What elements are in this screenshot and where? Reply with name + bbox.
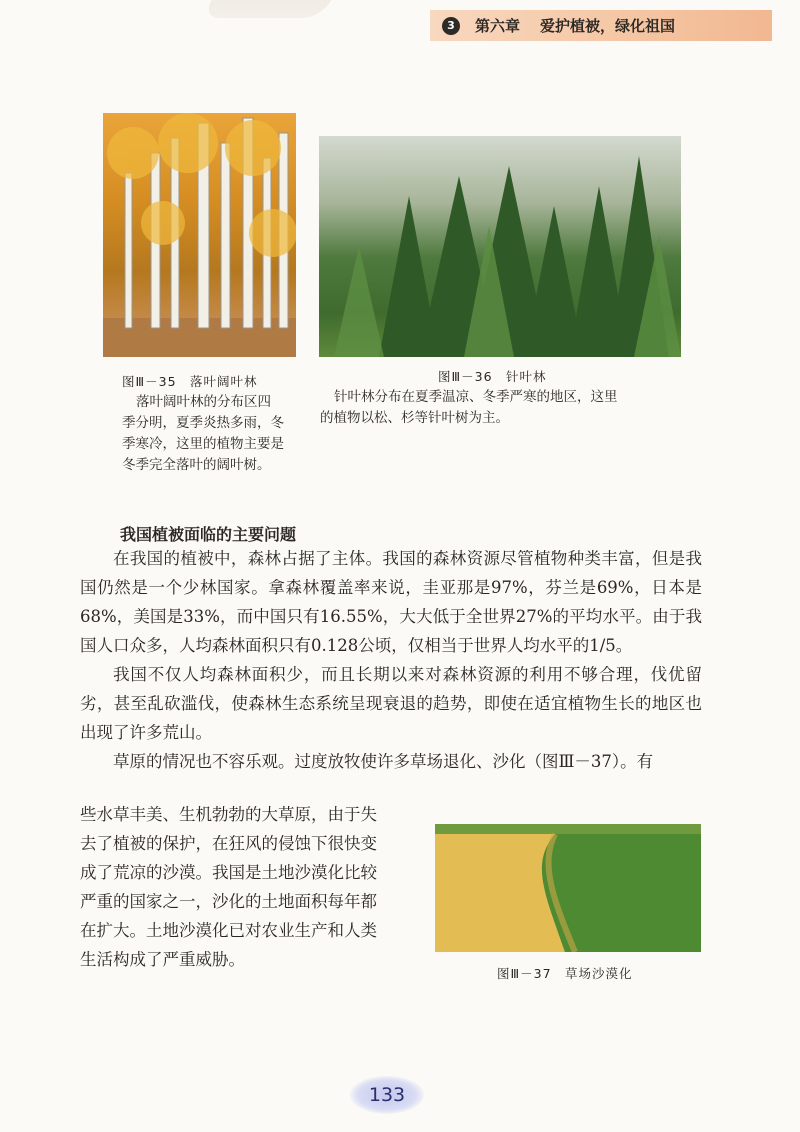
grassland-line: 些水草丰美、生机勃勃的大草原，由于失 (80, 805, 377, 824)
figure-35-caption (122, 371, 312, 476)
figure-35-title: 图Ⅲ－35 落叶阔叶林 (122, 374, 258, 389)
chapter-label: 第六章 (475, 17, 521, 35)
chapter-title: 爱护植被，绿化祖国 (540, 17, 676, 35)
page-number: 133 (350, 1076, 424, 1114)
paragraph-grassland-intro: 草原的情况也不容乐观。过度放牧使许多草场退化、沙化（图Ⅲ－37）。有 (113, 752, 654, 771)
body-paragraphs (80, 544, 702, 776)
figure-36-line: 的植物以松、杉等针叶树为主。 (320, 410, 509, 426)
paragraph-forest-coverage: 在我国的植被中，森林占据了主体。我国的森林资源尽管植物种类丰富，但是我国仍然是一个少林国家。拿森林覆盖率来说，圭亚那是97%，芬兰是69%，日本是68%，美国是33%，而中国只有16.55%，大大低于全世界27%的平均水平。由于我国人口众多，人均森林面积只有0.128公顷，仅相当于世界人均水平的1/5。 (80, 549, 702, 655)
chapter-header (430, 10, 772, 41)
grassland-line: 在扩大。土地沙漠化已对农业生产和人类 (80, 921, 377, 940)
photo-grassland-desertification (435, 824, 701, 952)
figure-35-line: 季寒冷，这里的植物主要是 (122, 436, 284, 452)
photo-deciduous-forest (103, 113, 296, 357)
figure-36-caption (320, 366, 690, 429)
figure-36-title: 图Ⅲ－36 针叶林 (438, 369, 547, 384)
grassland-line: 生活构成了严重威胁。 (80, 950, 245, 969)
corner-decoration (201, 0, 349, 18)
figure-35-line: 冬季完全落叶的阔叶树。 (122, 457, 271, 473)
paragraph-forest-utilization: 我国不仅人均森林面积少，而且长期以来对森林资源的利用不够合理，伐优留劣，甚至乱砍滥伐，使森林生态系统呈现衰退的趋势，即使在适宜植物生长的地区也出现了许多荒山。 (80, 665, 702, 742)
section-heading: 我国植被面临的主要问题 (120, 525, 297, 544)
grassland-line: 成了荒凉的沙漠。我国是土地沙漠化比较 (80, 863, 377, 882)
figure-36-line: 针叶林分布在夏季温凉、冬季严寒的地区，这里 (334, 389, 618, 405)
figure-37-caption (497, 963, 697, 984)
photo-coniferous-forest (319, 136, 681, 357)
figure-35-line: 季分明，夏季炎热多雨，冬 (122, 415, 284, 431)
figure-37-title: 图Ⅲ－37 草场沙漠化 (497, 966, 633, 981)
chapter-number-badge: 3 (442, 17, 460, 35)
figure-35-line: 落叶阔叶林的分布区四 (136, 394, 271, 410)
grassland-line: 去了植被的保护，在狂风的侵蚀下很快变 (80, 834, 377, 853)
grassland-line: 严重的国家之一，沙化的土地面积每年都 (80, 892, 377, 911)
paragraph-grassland-continued (80, 800, 420, 974)
